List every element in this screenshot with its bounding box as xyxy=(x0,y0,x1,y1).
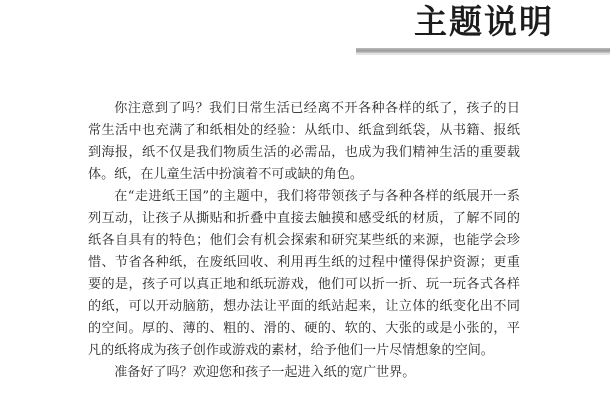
body-text xyxy=(88,98,520,384)
title-underline-shadow xyxy=(356,53,610,55)
paragraph-theme: 在“走进纸王国”的主题中，我们将带领孩子与各种各样的纸展开一系列互动，让孩子从撕贴和折叠中直接去触摸和感受纸的材质，了解不同的纸各自具有的特色；他们会有机会探索和研究某些纸的来源，也能学会珍惜、节省各种纸，在废纸回收、利用再生纸的过程中懂得保护资源；更重要的是，孩子可以真正地和纸玩游戏，他们可以折一折、玩一玩各式各样的纸，可以开动脑筋，想办法让平面的纸站起来，让立体的纸变化出不同的空间。厚的、薄的、粗的、滑的、硬的、软的、大张的或是小张的，平凡的纸将成为孩子创作或游戏的素材，给予他们一片尽情想象的空间。 xyxy=(88,189,520,358)
paragraph-closing: 准备好了吗？欢迎您和孩子一起进入纸的宽广世界。 xyxy=(114,365,416,380)
paragraph-intro: 你注意到了吗？我们日常生活已经离不开各种各样的纸了，孩子的日常生活中也充满了和纸相处的经验：从纸巾、纸盒到纸袋，从书籍、报纸到海报，纸不仅是我们物质生活的必需品，也成为我们精神生活的重要载体。纸，在儿童生活中扮演着不可或缺的角色。 xyxy=(88,101,520,182)
page-title: 主题说明 xyxy=(414,2,554,41)
page-header xyxy=(0,0,610,62)
